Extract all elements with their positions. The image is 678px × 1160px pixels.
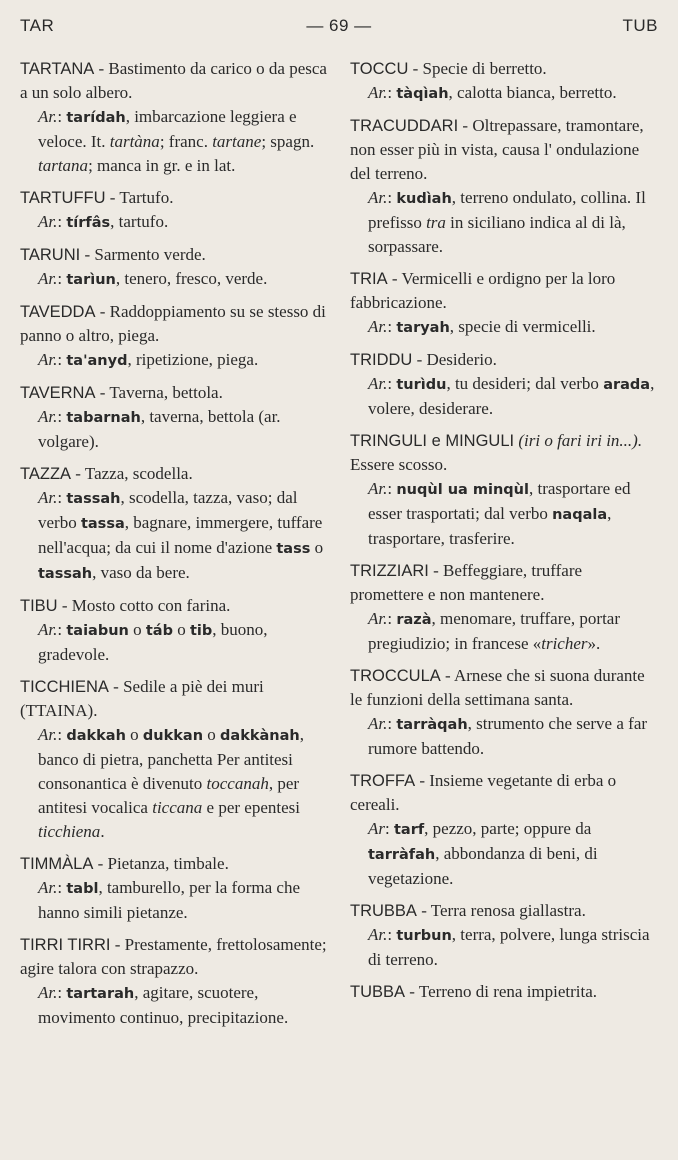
- entry-headword: TAVEDDA: [20, 303, 96, 321]
- dictionary-entry: [20, 243, 332, 292]
- entry-definition: [350, 429, 658, 477]
- running-head-left: TAR: [20, 16, 55, 35]
- cited-form: tartàna: [109, 132, 160, 151]
- etymology-text: , trasportare ed esser trasportati; dal verbo: [368, 479, 631, 523]
- entry-gloss: - Arnese che si suona durante le funzioni della settimana santa.: [350, 666, 645, 709]
- dictionary-entry: [350, 348, 658, 421]
- arabic-etymology: [350, 817, 658, 891]
- dictionary-entry: [20, 933, 332, 1030]
- entry-definition: [20, 462, 332, 486]
- arabic-colon: :: [57, 350, 67, 369]
- arabic-word: razà: [396, 612, 432, 628]
- etymology-text: , menomare, truffare, portar pregiudizio; in francese «: [368, 609, 621, 653]
- arabic-word: tartarah: [66, 986, 135, 1002]
- entry-gloss: - Specie di berretto.: [408, 59, 547, 78]
- entry-gloss: - Raddoppiamento su se stesso di panno o altro, piega.: [20, 302, 326, 345]
- entry-headword: TRACUDDARI: [350, 117, 459, 135]
- entry-gloss: - Terreno di rena impietrita.: [405, 982, 598, 1001]
- arabic-etymology: [20, 981, 332, 1030]
- entry-definition: [20, 381, 332, 405]
- etymology-text: , calotta bianca, berretto.: [448, 83, 617, 102]
- entry-gloss: - Oltrepassare, tramontare, non esser più in vista, causa l' ondulazione del terreno.: [350, 116, 644, 183]
- dictionary-entry: [350, 980, 658, 1004]
- arabic-word: taiabun: [66, 623, 129, 639]
- arabic-word: nuqùl ua minqùl: [396, 482, 529, 498]
- entry-definition: [350, 664, 658, 712]
- etymology-text: ».: [587, 634, 601, 653]
- arabic-etymology: [350, 315, 658, 340]
- etymology-text: , ripetizione, piega.: [127, 350, 259, 369]
- arabic-colon: :: [57, 725, 67, 744]
- entry-gloss: - Bastimento da carico o da pesca a un solo albero.: [20, 59, 327, 102]
- arabic-label: Ar: [368, 819, 385, 838]
- arabic-etymology: [350, 712, 658, 761]
- etymology-text: , vaso da bere.: [92, 563, 190, 582]
- dictionary-entry: [350, 267, 658, 340]
- right-column: [350, 57, 658, 1012]
- arabic-etymology: [20, 723, 332, 844]
- etymology-text: , tamburello, per la forma che hanno simili pietanze.: [38, 878, 300, 922]
- arabic-label: Ar.: [368, 714, 388, 733]
- entry-gloss: - Pietanza, timbale.: [93, 854, 229, 873]
- entry-headword: TARUNI: [20, 246, 81, 264]
- arabic-word: dakkah: [66, 728, 126, 744]
- cited-form: tra: [426, 213, 446, 232]
- arabic-colon: :: [57, 983, 67, 1002]
- arabic-colon: :: [57, 269, 67, 288]
- arabic-label: Ar.: [368, 317, 388, 336]
- entry-usage-note: (iri o fari iri in...).: [514, 431, 643, 450]
- arabic-word: kudìah: [396, 191, 452, 207]
- arabic-etymology: [20, 105, 332, 178]
- arabic-colon: :: [57, 878, 67, 897]
- entry-headword: TOCCU: [350, 60, 409, 78]
- arabic-word: tírfâs: [66, 215, 111, 231]
- page-number: — 69 —: [306, 16, 372, 35]
- entry-gloss: - Desiderio.: [412, 350, 497, 369]
- arabic-label: Ar.: [38, 269, 58, 288]
- arabic-label: Ar.: [38, 878, 58, 897]
- etymology-text: e per epentesi: [202, 798, 300, 817]
- entry-definition: [20, 933, 332, 981]
- arabic-colon: :: [57, 620, 67, 639]
- dictionary-entry: [20, 57, 332, 178]
- arabic-word: tarf: [393, 822, 425, 838]
- arabic-label: Ar.: [38, 107, 58, 126]
- arabic-word: tabl: [66, 881, 99, 897]
- entry-gloss: - Sedile a piè dei muri (TTAINA).: [20, 677, 264, 720]
- etymology-text: in siciliano indica al di là, sorpassare.: [368, 213, 626, 256]
- arabic-etymology: [20, 210, 332, 235]
- entry-definition: [350, 114, 658, 186]
- entry-gloss: - Tazza, scodella.: [71, 464, 193, 483]
- arabic-label: Ar.: [38, 212, 58, 231]
- etymology-text: , scodella, tazza, vaso; dal verbo: [38, 488, 298, 532]
- etymology-text: , tartufo.: [110, 212, 169, 231]
- dictionary-entry: [350, 769, 658, 891]
- arabic-etymology: [20, 618, 332, 667]
- dictionary-entry: [20, 186, 332, 235]
- entry-definition: [350, 348, 658, 372]
- entry-definition: [350, 267, 658, 315]
- etymology-text: o: [125, 725, 143, 744]
- entry-gloss: Essere scosso.: [350, 455, 448, 474]
- arabic-word: tàqìah: [396, 86, 449, 102]
- entry-headword: TRIDDU: [350, 351, 413, 369]
- dictionary-entry: [20, 300, 332, 373]
- running-head: [20, 16, 658, 40]
- entry-gloss: - Prestamente, frettolosamente; agire talora con strapazzo.: [20, 935, 327, 978]
- arabic-etymology: [350, 923, 658, 972]
- arabic-etymology: [20, 267, 332, 292]
- dictionary-entry: [350, 899, 658, 972]
- etymology-text: , terreno ondulato, collina. Il prefisso: [368, 188, 646, 232]
- arabic-label: Ar.: [38, 407, 58, 426]
- arabic-etymology: [350, 372, 658, 421]
- arabic-word: naqala: [552, 507, 608, 523]
- arabic-label: Ar.: [38, 350, 58, 369]
- entry-headword: TARTANA: [20, 60, 95, 78]
- arabic-colon: :: [387, 925, 397, 944]
- arabic-etymology: [20, 405, 332, 454]
- etymology-text: , taverna, bettola (ar. volgare).: [38, 407, 281, 451]
- etymology-text: , volere, desiderare.: [368, 374, 655, 418]
- arabic-word: tabarnah: [66, 410, 141, 426]
- entry-definition: [20, 186, 332, 210]
- etymology-text: o: [310, 538, 324, 557]
- entry-gloss: - Vermicelli e ordigno per la loro fabbricazione.: [350, 269, 616, 312]
- etymology-text: .: [100, 822, 105, 841]
- entry-definition: [20, 300, 332, 348]
- arabic-etymology: [20, 486, 332, 586]
- dictionary-entry: [20, 675, 332, 844]
- etymology-text: ; manca in gr. e in lat.: [88, 156, 236, 175]
- entry-definition: [350, 980, 658, 1004]
- entry-headword: TAZZA: [20, 465, 72, 483]
- dictionary-entry: [350, 559, 658, 656]
- arabic-word: tassah: [38, 566, 93, 582]
- arabic-label: Ar.: [368, 609, 388, 628]
- entry-headword: TARTUFFU: [20, 189, 106, 207]
- arabic-colon: :: [57, 107, 67, 126]
- entry-headword: TRINGULI e MINGULI: [350, 432, 515, 450]
- etymology-text: , tu desideri; dal verbo: [446, 374, 604, 393]
- entry-headword: TUBBA: [350, 983, 406, 1001]
- cited-form: tartana: [38, 156, 89, 175]
- cited-form: ticchiena: [38, 822, 101, 841]
- etymology-text: , tenero, fresco, verde.: [115, 269, 268, 288]
- arabic-colon: :: [387, 479, 397, 498]
- entry-gloss: - Terra renosa giallastra.: [416, 901, 586, 920]
- arabic-word: turbun: [396, 928, 452, 944]
- arabic-word: tassa: [80, 516, 125, 532]
- etymology-text: , strumento che serve a far rumore battendo.: [368, 714, 648, 758]
- dictionary-entry: [350, 429, 658, 551]
- entry-headword: TROFFA: [350, 772, 416, 790]
- etymology-text: , imbarcazione leggiera e veloce. It.: [38, 107, 297, 151]
- entry-headword: TROCCULA: [350, 667, 441, 685]
- arabic-word: táb: [145, 623, 173, 639]
- etymology-text: , specie di vermicelli.: [449, 317, 596, 336]
- entry-definition: [20, 243, 332, 267]
- entry-gloss: - Insieme vegetante di erba o cereali.: [350, 771, 617, 814]
- etymology-text: o: [128, 620, 146, 639]
- arabic-label: Ar.: [38, 983, 58, 1002]
- arabic-colon: :: [387, 83, 397, 102]
- arabic-word: tarìun: [66, 272, 116, 288]
- entry-headword: TAVERNA: [20, 384, 96, 402]
- arabic-colon: :: [387, 188, 397, 207]
- entry-definition: [350, 559, 658, 607]
- arabic-colon: :: [387, 317, 397, 336]
- dictionary-entry: [20, 852, 332, 925]
- arabic-colon: :: [387, 714, 397, 733]
- arabic-colon: :: [387, 374, 397, 393]
- arabic-word: dakkànah: [220, 728, 300, 744]
- arabic-etymology: [20, 348, 332, 373]
- etymology-text: , bagnare, immergere, tuffare nell'acqua; da cui il nome d'azione: [38, 513, 323, 557]
- entry-headword: TRIA: [350, 270, 388, 288]
- entry-gloss: - Taverna, bettola.: [95, 383, 223, 402]
- cited-form: toccanah: [206, 774, 269, 793]
- etymology-text: ; spagn.: [261, 132, 315, 151]
- arabic-word: tass: [276, 541, 311, 557]
- entry-gloss: - Beffeggiare, truffare promettere e non mantenere.: [350, 561, 583, 604]
- etymology-text: ; franc.: [159, 132, 213, 151]
- dictionary-entry: [350, 114, 658, 259]
- etymology-text: , trasportare, trasferire.: [368, 504, 612, 548]
- etymology-text: , banco di pietra, panchetta Per antitesi consonantica è divenuto: [38, 725, 304, 793]
- arabic-label: Ar.: [368, 83, 388, 102]
- arabic-label: Ar.: [38, 620, 58, 639]
- cited-form: tartane: [212, 132, 262, 151]
- entry-definition: [20, 594, 332, 618]
- arabic-word: taryah: [396, 320, 450, 336]
- arabic-label: Ar.: [368, 374, 388, 393]
- entry-definition: [20, 852, 332, 876]
- arabic-etymology: [20, 876, 332, 925]
- dictionary-entry: [20, 381, 332, 454]
- arabic-colon: :: [387, 609, 397, 628]
- entry-definition: [350, 57, 658, 81]
- etymology-text: , agitare, scuotere, movimento continuo, precipitazione.: [38, 983, 289, 1027]
- entry-gloss: - Sarmento verde.: [80, 245, 206, 264]
- cited-form: ticcana: [152, 798, 203, 817]
- arabic-label: Ar.: [38, 488, 58, 507]
- etymology-text: o: [172, 620, 190, 639]
- dictionary-entry: [20, 594, 332, 667]
- entry-gloss: - Mosto cotto con farina.: [57, 596, 231, 615]
- entry-headword: TRIZZIARI: [350, 562, 429, 580]
- etymology-text: , terra, polvere, lunga striscia di terreno.: [368, 925, 650, 969]
- etymology-text: o: [203, 725, 221, 744]
- arabic-word: turìdu: [396, 377, 447, 393]
- arabic-word: tassah: [66, 491, 121, 507]
- etymology-text: , buono, gradevole.: [38, 620, 268, 664]
- arabic-word: dukkan: [142, 728, 204, 744]
- entry-headword: TRUBBA: [350, 902, 417, 920]
- arabic-word: tarràfah: [368, 847, 436, 863]
- entry-gloss: - Tartufo.: [105, 188, 174, 207]
- etymology-text: , abbondanza di beni, di vegetazione.: [368, 844, 598, 888]
- arabic-colon: :: [57, 212, 67, 231]
- dictionary-entry: [20, 462, 332, 586]
- entry-definition: [350, 899, 658, 923]
- arabic-etymology: [350, 186, 658, 259]
- entry-definition: [20, 675, 332, 723]
- arabic-etymology: [350, 607, 658, 656]
- arabic-label: Ar.: [38, 725, 58, 744]
- entry-headword: TIRRI TIRRI: [20, 936, 111, 954]
- arabic-word: tib: [189, 623, 213, 639]
- etymology-text: , per antitesi vocalica: [38, 774, 300, 817]
- arabic-colon: :: [57, 488, 67, 507]
- entry-headword: TIMMÀLA: [20, 855, 94, 873]
- cited-form: tricher: [541, 634, 588, 653]
- arabic-label: Ar.: [368, 188, 388, 207]
- arabic-word: tarràqah: [396, 717, 468, 733]
- entry-definition: [350, 769, 658, 817]
- left-column: [20, 57, 332, 1038]
- arabic-word: ta'anyd: [66, 353, 128, 369]
- running-head-right: TUB: [622, 16, 658, 35]
- etymology-text: , pezzo, parte; oppure da: [424, 819, 592, 838]
- arabic-colon: :: [57, 407, 67, 426]
- arabic-word: tarídah: [66, 110, 126, 126]
- arabic-word: arada: [603, 377, 651, 393]
- arabic-label: Ar.: [368, 925, 388, 944]
- entry-headword: TICCHIENA: [20, 678, 109, 696]
- entry-headword: TIBU: [20, 597, 58, 615]
- entry-definition: [20, 57, 332, 105]
- arabic-etymology: [350, 477, 658, 551]
- arabic-label: Ar.: [368, 479, 388, 498]
- arabic-colon: :: [385, 819, 394, 838]
- dictionary-entry: [350, 664, 658, 761]
- dictionary-entry: [350, 57, 658, 106]
- arabic-etymology: [350, 81, 658, 106]
